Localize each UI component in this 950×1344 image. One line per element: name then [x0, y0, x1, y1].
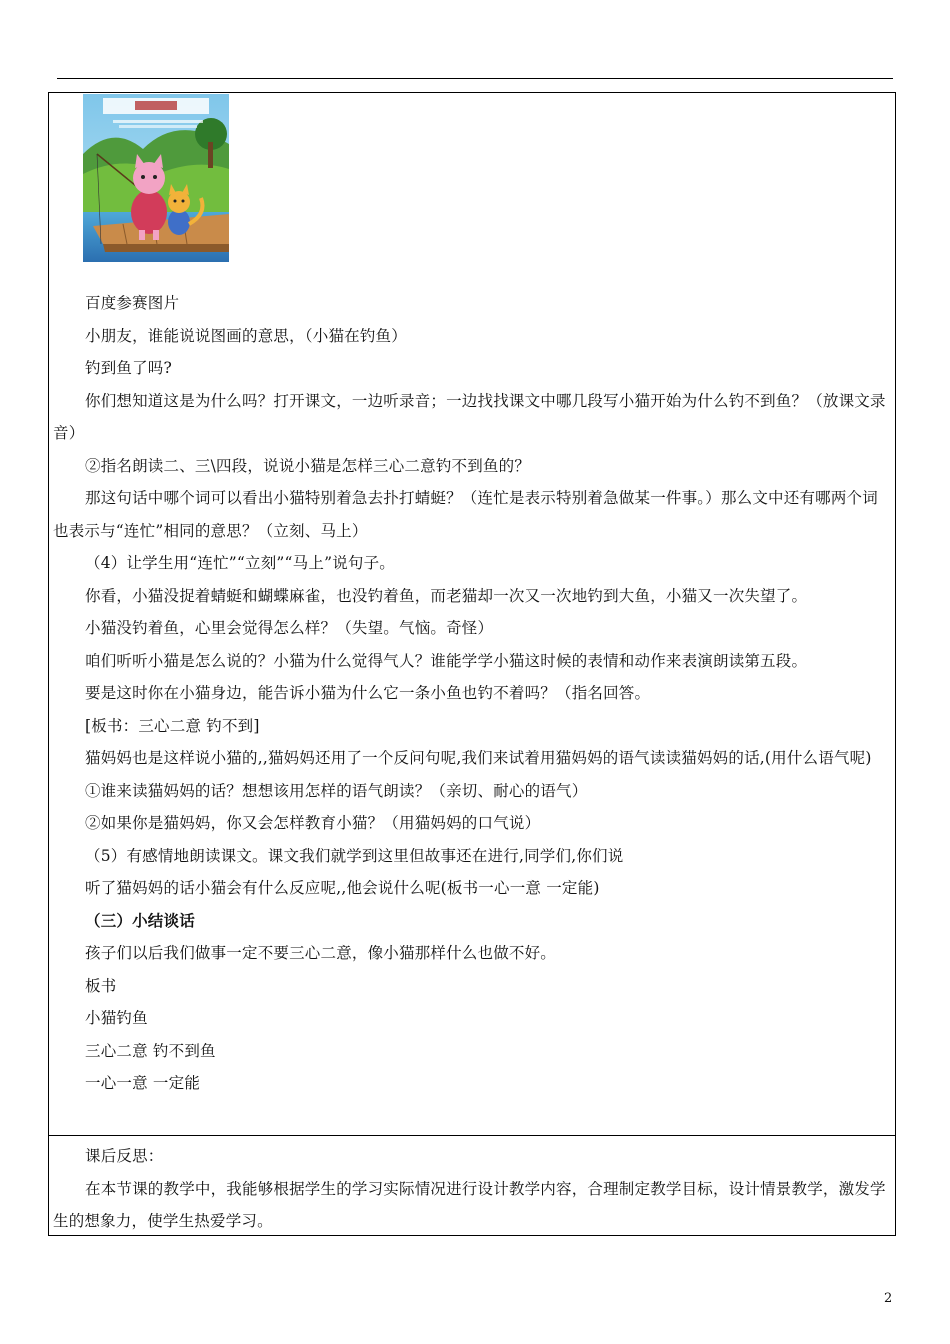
reflection-text: [53, 1136, 891, 1238]
paragraph: ②如果你是猫妈妈，你又会怎样教育小猫？（用猫妈妈的口气说）: [85, 814, 541, 832]
header-rule: [57, 78, 893, 79]
paragraph: 要是这时你在小猫身边，能告诉小猫为什么它一条小鱼也钓不着吗？（指名回答。: [85, 684, 651, 702]
paragraph: 百度参赛图片: [85, 294, 180, 312]
paragraph: 小猫钓鱼: [85, 1009, 148, 1027]
paragraph: 板书: [85, 976, 117, 995]
paragraph: [板书：三心二意 钓不到]: [85, 716, 260, 735]
paragraph: （三）小结谈话: [85, 910, 195, 930]
page-number: 2: [884, 1291, 893, 1306]
paragraph: 一心一意 一定能: [85, 1074, 201, 1092]
paragraph: ②指名朗读二、三\四段，说说小猫是怎样三心二意钓不到鱼的？: [85, 456, 531, 475]
reflection-cell: [49, 1135, 895, 1235]
paragraph: （5）有感情地朗读课文。课文我们就学到这里但故事还在进行,同学们,你们说: [85, 846, 624, 865]
lesson-text: [53, 287, 891, 1100]
cat-fishing-illustration: [83, 94, 229, 262]
paragraph: ①谁来读猫妈妈的话？想想该用怎样的语气朗读？（亲切、耐心的语气）: [85, 781, 588, 800]
paragraph: 在本节课的教学中，我能够根据学生的学习实际情况进行设计教学内容，合理制定教学目标，设计情景教学，激发学生的想象力，使学生热爱学习。: [53, 1179, 886, 1230]
lesson-table: [48, 92, 896, 1236]
paragraph: 小朋友，谁能说说图画的意思，（小猫在钓鱼）: [85, 326, 407, 345]
paragraph: 猫妈妈也是这样说小猫的,,猫妈妈还用了一个反问句呢,我们来试着用猫妈妈的语气读读猫妈妈的话,(用什么语气呢): [85, 749, 872, 767]
paragraph: （4）让学生用“连忙”“立刻”“马上”说句子。: [85, 554, 396, 572]
paragraph: 你们想知道这是为什么吗？打开课文，一边听录音；一边找找课文中哪几段写小猫开始为什么钓不到鱼？（放课文录音）: [53, 391, 886, 442]
paragraph: 孩子们以后我们做事一定不要三心二意，像小猫那样什么也做不好。: [85, 944, 557, 962]
paragraph: 钓到鱼了吗?: [85, 359, 173, 377]
paragraph: 那这句话中哪个词可以看出小猫特别着急去扑打蜻蜓？（连忙是表示特别着急做某一件事。）那么文中还有哪两个词也表示与“连忙”相同的意思？（立刻、马上）: [53, 489, 878, 540]
paragraph: 听了猫妈妈的话小猫会有什么反应呢,,他会说什么呢(板书一心一意 一定能): [85, 879, 600, 897]
paragraph: 小猫没钓着鱼，心里会觉得怎么样？（失望。气恼。奇怪）: [85, 619, 494, 637]
paragraph: 三心二意 钓不到鱼: [85, 1041, 216, 1060]
lesson-body-cell: [49, 93, 895, 1135]
paragraph: 你看，小猫没捉着蜻蜓和蝴蝶麻雀，也没钓着鱼，而老猫却一次又一次地钓到大鱼，小猫又一次失望了。: [85, 586, 808, 605]
paragraph: 咱们听听小猫是怎么说的？小猫为什么觉得气人？谁能学学小猫这时候的表情和动作来表演朗读第五段。: [85, 651, 808, 670]
paragraph: 课后反思：: [85, 1147, 164, 1165]
